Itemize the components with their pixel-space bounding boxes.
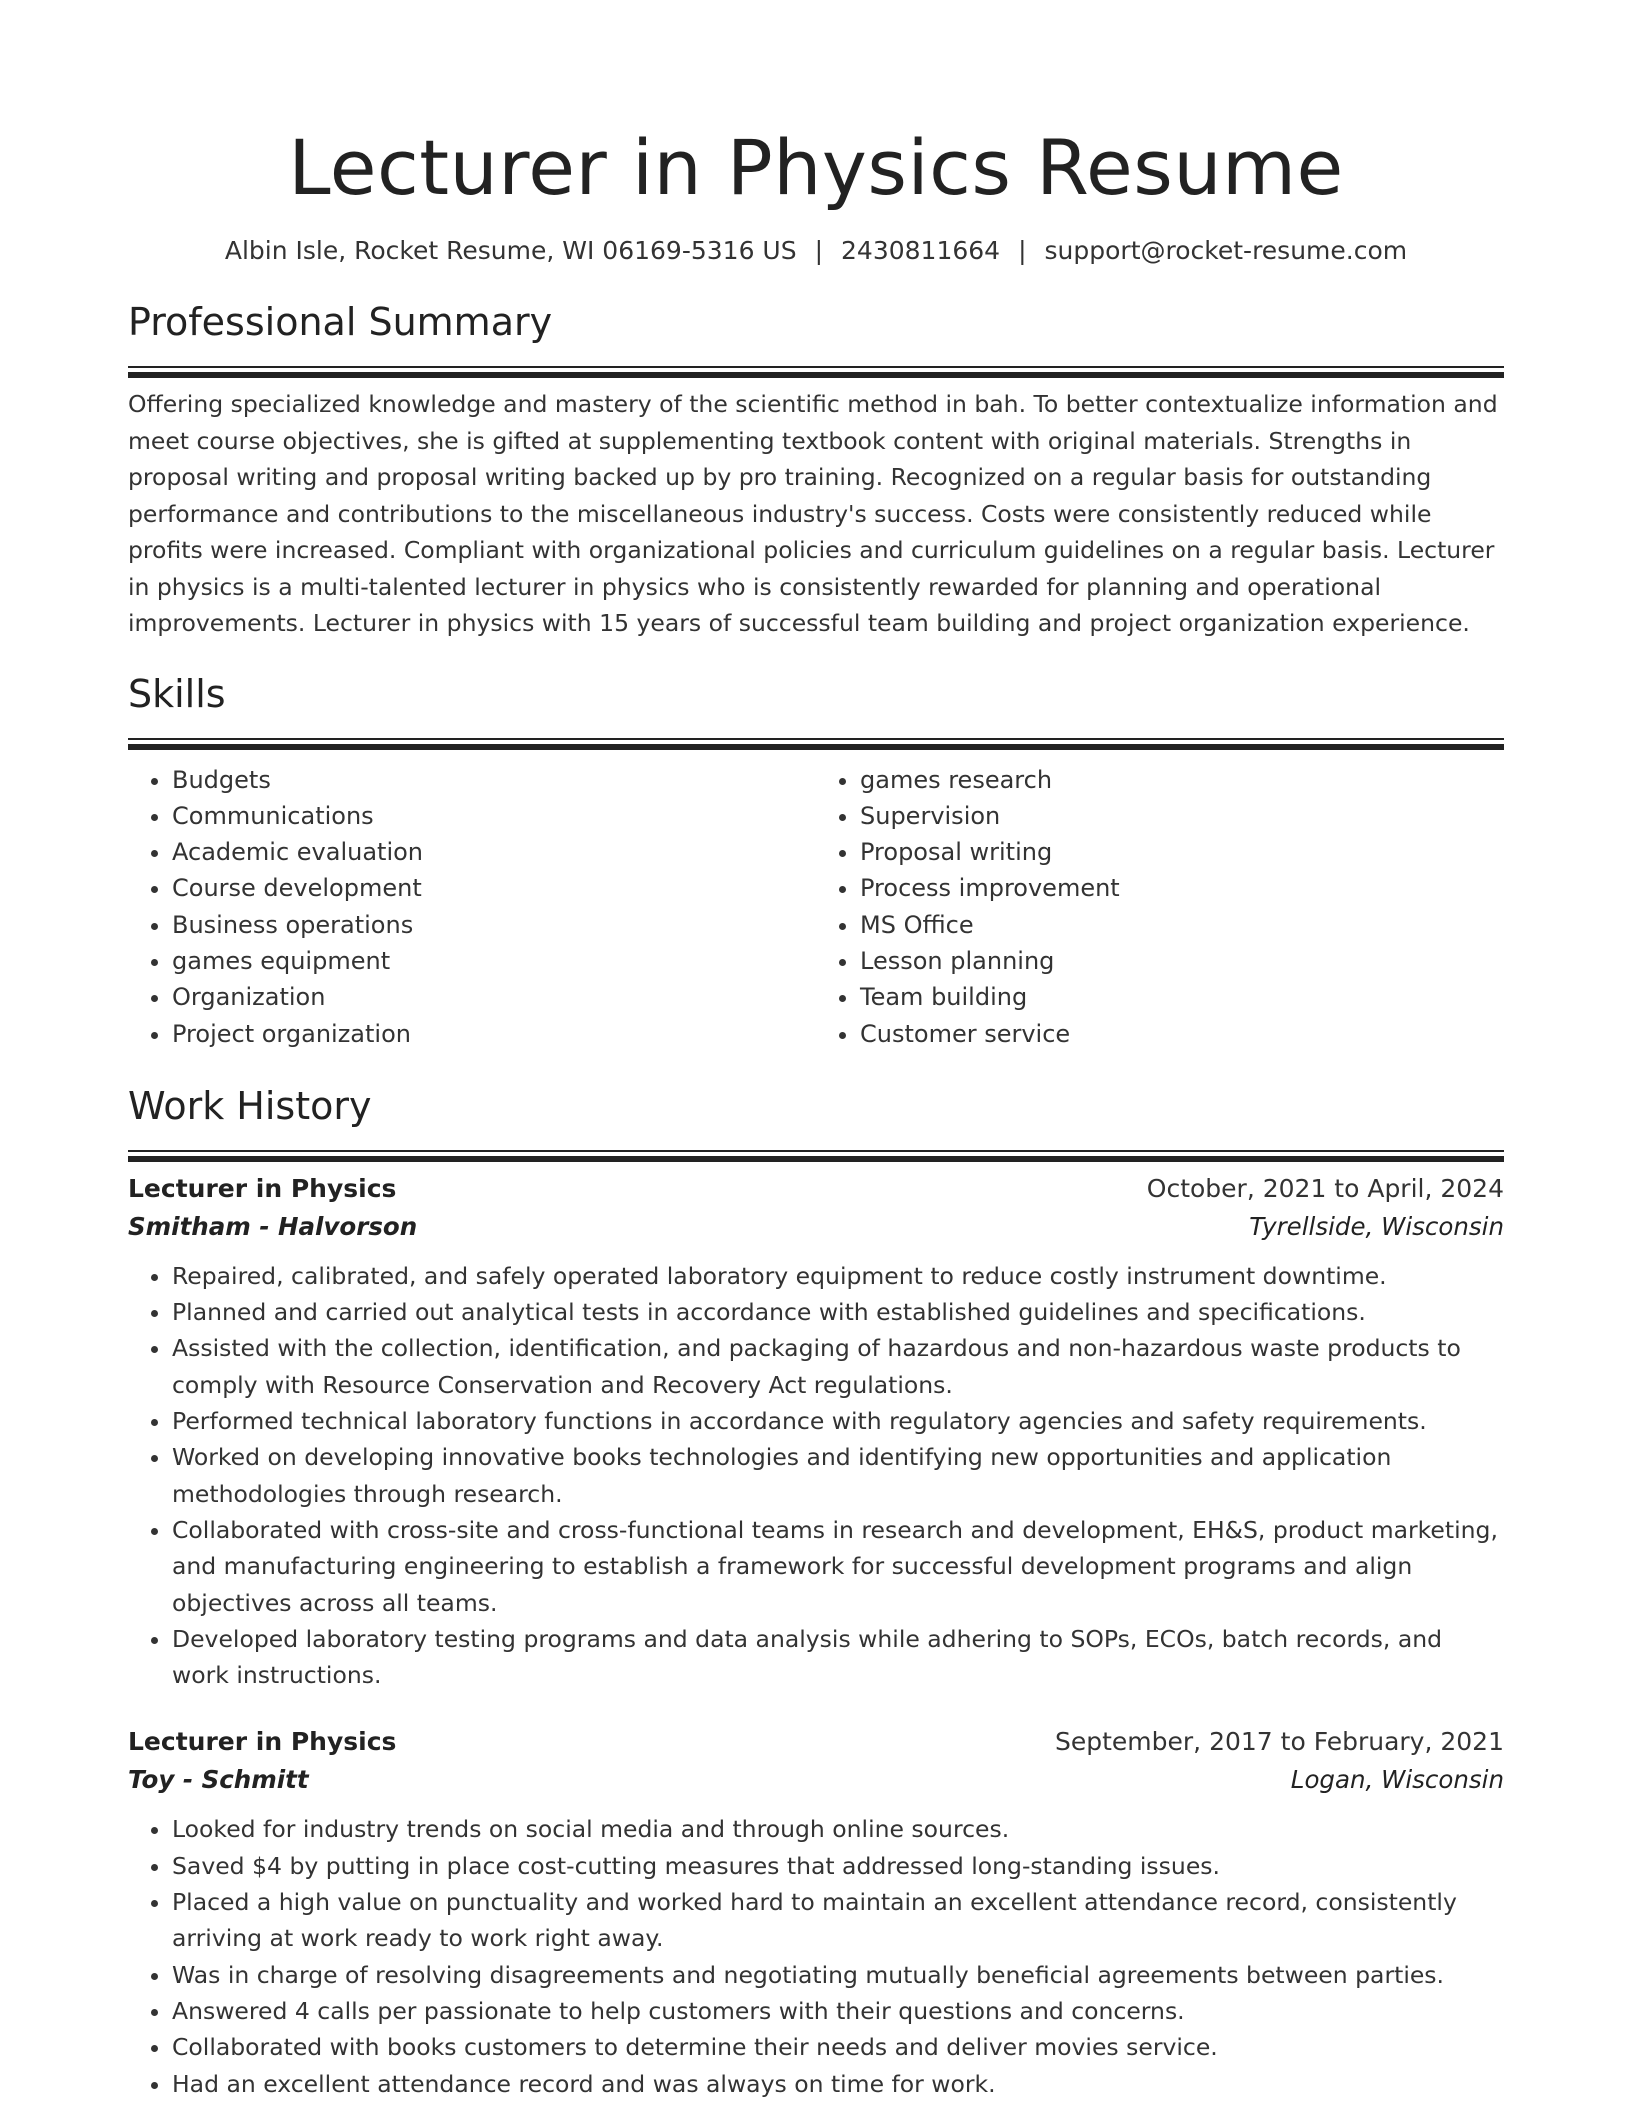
job-bullets bbox=[128, 1258, 1504, 1694]
section-heading-skills: Skills bbox=[128, 671, 226, 716]
contact-email: support@rocket-resume.com bbox=[1044, 236, 1408, 265]
skills-section bbox=[128, 670, 1504, 1052]
job-location: Tyrellside, Wisconsin bbox=[1249, 1211, 1504, 1241]
skill-item: • Team building bbox=[860, 979, 1504, 1015]
job-entry bbox=[128, 1170, 1504, 1694]
job-bullet: • Looked for industry trends on social media and through online sources. bbox=[172, 1811, 1504, 1847]
contact-address: Albin Isle, Rocket Resume, WI 06169-5316 US bbox=[224, 236, 797, 265]
skill-item: • Proposal writing bbox=[860, 834, 1504, 870]
job-dates: September, 2017 to February, 2021 bbox=[1055, 1727, 1504, 1757]
job-bullet: • Placed a high value on punctuality and worked hard to maintain an excellent attendance record, consistently arriving at work ready to work right away. bbox=[172, 1884, 1504, 1957]
summary-section bbox=[128, 298, 1504, 642]
skill-item: • Process improvement bbox=[860, 870, 1504, 906]
job-bullet: • Collaborated with cross-site and cross-functional teams in research and development, EH&S, product marketing, and manufacturing engineering to establish a framework for successful development programs and align objectives across all teams. bbox=[172, 1512, 1504, 1621]
skill-item: • Course development bbox=[172, 870, 816, 906]
resume-content bbox=[128, 120, 1504, 2102]
resume-title: Lecturer in Physics Resume bbox=[288, 123, 1344, 212]
contact-separator: | bbox=[814, 236, 824, 265]
job-subheader bbox=[128, 1208, 1504, 1246]
job-bullet: • Planned and carried out analytical tests in accordance with established guidelines and specifications. bbox=[172, 1294, 1504, 1330]
job-header bbox=[128, 1170, 1504, 1208]
skill-item: • games research bbox=[860, 762, 1504, 798]
job-subheader bbox=[128, 1761, 1504, 1799]
skill-item: • Lesson planning bbox=[860, 943, 1504, 979]
section-heading-work: Work History bbox=[128, 1083, 372, 1128]
job-bullet: • Repaired, calibrated, and safely operated laboratory equipment to reduce costly instrument downtime. bbox=[172, 1258, 1504, 1294]
skill-item: • Customer service bbox=[860, 1016, 1504, 1052]
job-bullet: • Worked on developing innovative books technologies and identifying new opportunities and application methodologies through research. bbox=[172, 1439, 1504, 1512]
skill-item: • games equipment bbox=[172, 943, 816, 979]
section-divider bbox=[128, 1150, 1504, 1152]
skills-column-left bbox=[128, 762, 816, 1052]
job-dates: October, 2021 to April, 2024 bbox=[1146, 1173, 1504, 1203]
work-section bbox=[128, 1082, 1504, 2102]
job-bullet: • Answered 4 calls per passionate to help customers with their questions and concerns. bbox=[172, 1993, 1504, 2029]
skill-item: • Budgets bbox=[172, 762, 816, 798]
job-bullets bbox=[128, 1811, 1504, 2101]
summary-text: Offering specialized knowledge and mastery of the scientific method in bah. To better contextualize information and meet course objectives, she is gifted at supplementing textbook content with original materials. Strengths in proposal writing and proposal writing backed up by pro training. Recognized on a regular basis for outstanding performance and contributions to the miscellaneous industry's success. Costs were consistently reduced while profits were increased. Compliant with organizational policies and curriculum guidelines on a regular basis. Lecturer in physics is a multi-talented lecturer in physics who is consistently rewarded for planning and operational improvements. Lecturer in physics with 15 years of successful team building and project organization experience. bbox=[128, 390, 1498, 637]
section-divider bbox=[128, 366, 1504, 368]
skills-grid bbox=[128, 762, 1504, 1052]
skill-item: • Project organization bbox=[172, 1016, 816, 1052]
skill-item: • Supervision bbox=[860, 798, 1504, 834]
skill-item: • MS Office bbox=[860, 907, 1504, 943]
contact-line bbox=[128, 234, 1504, 268]
job-entry bbox=[128, 1723, 1504, 2101]
job-title: Lecturer in Physics bbox=[128, 1727, 397, 1757]
job-bullet: • Saved $4 by putting in place cost-cutting measures that addressed long-standing issues. bbox=[172, 1848, 1504, 1884]
skills-column-right bbox=[816, 762, 1504, 1052]
job-bullet: • Developed laboratory testing programs and data analysis while adhering to SOPs, ECOs, batch records, and work instructions. bbox=[172, 1621, 1504, 1694]
job-bullet: • Had an excellent attendance record and was always on time for work. bbox=[172, 2066, 1504, 2102]
job-bullet: • Assisted with the collection, identification, and packaging of hazardous and non-hazardous waste products to comply with Resource Conservation and Recovery Act regulations. bbox=[172, 1330, 1504, 1403]
job-company: Smitham - Halvorson bbox=[128, 1211, 418, 1241]
job-location: Logan, Wisconsin bbox=[1290, 1765, 1504, 1795]
job-bullet: • Performed technical laboratory functions in accordance with regulatory agencies and safety requirements. bbox=[172, 1403, 1504, 1439]
job-bullet: • Collaborated with books customers to determine their needs and deliver movies service. bbox=[172, 2029, 1504, 2065]
skill-item: • Organization bbox=[172, 979, 816, 1015]
job-company: Toy - Schmitt bbox=[128, 1765, 309, 1795]
contact-separator: | bbox=[1018, 236, 1027, 265]
skill-item: • Academic evaluation bbox=[172, 834, 816, 870]
job-header bbox=[128, 1723, 1504, 1761]
skill-item: • Business operations bbox=[172, 907, 816, 943]
section-heading-summary: Professional Summary bbox=[128, 300, 553, 344]
skill-item: • Communications bbox=[172, 798, 816, 834]
job-title: Lecturer in Physics bbox=[128, 1173, 397, 1203]
job-bullet: • Was in charge of resolving disagreements and negotiating mutually beneficial agreements between parties. bbox=[172, 1957, 1504, 1993]
contact-phone: 2430811664 bbox=[841, 236, 1001, 265]
section-divider bbox=[128, 738, 1504, 740]
